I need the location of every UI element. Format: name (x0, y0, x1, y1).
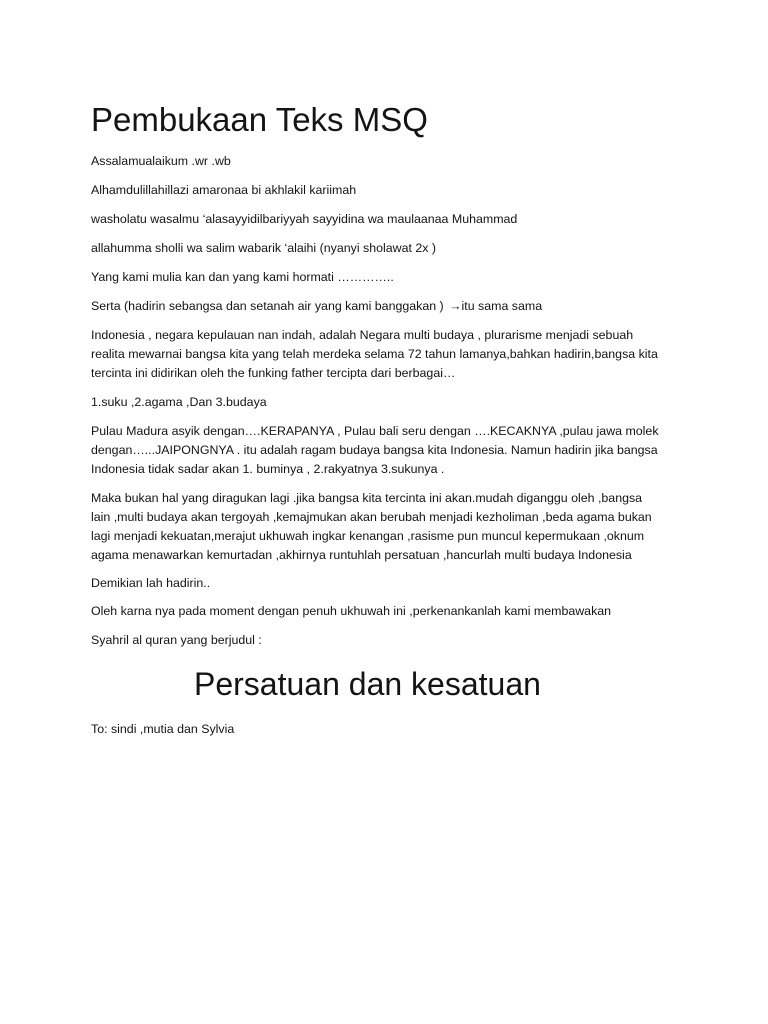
maka-paragraph (91, 489, 691, 565)
indonesia-line-2: realita mewarnai bangsa kita yang telah merdeka selama 72 tahun lamanya,bahkan hadirin,bangsa kita (91, 347, 658, 361)
section-subtitle: Persatuan dan kesatuan (194, 666, 541, 702)
pulau-line-1: Pulau Madura asyik dengan….KERAPANYA , Pulau bali seru dengan ….KECAKNYA ,pulau jawa molek (91, 424, 659, 438)
pulau-line-2: dengan…...JAIPONGNYA . itu adalah ragam budaya bangsa kita Indonesia. Namun hadirin jika bangsa (91, 443, 658, 457)
maka-line-1: Maka bukan hal yang diragukan lagi .jika bangsa kita tercinta ini akan.mudah diganggu oleh ,bangsa (91, 491, 643, 505)
arrow-right-icon: → (449, 299, 462, 313)
maka-line-4: agama menawarkan kemurtadan ,akhirnya runtuhlah persatuan ,hancurlah multi budaya Indonesia (91, 548, 632, 562)
hamdalah-line: Alhamdulillahillazi amaronaa bi akhlakil kariimah (91, 183, 357, 197)
indonesia-line-1: Indonesia , negara kepulauan nan indah, adalah Negara multi budaya , plurarisme menjadi sebuah (91, 328, 634, 342)
allahumma-line: allahumma sholli wa salim wabarik ‘alaihi (nyanyi sholawat 2x ) (91, 241, 437, 255)
oleh-line: Oleh karna nya pada moment dengan penuh ukhuwah ini ,perkenankanlah kami membawakan (91, 604, 612, 618)
hormat-line: Yang kami mulia kan dan yang kami hormati ………….. (91, 270, 394, 284)
salam-line: Assalamualaikum .wr .wb (91, 154, 231, 168)
sholawat-line: washolatu wasalmu ‘alasayyidilbariyyah sayyidina wa maulaanaa Muhammad (91, 212, 518, 226)
document-title: Pembukaan Teks MSQ (91, 101, 428, 138)
demikian-line: Demikian lah hadirin.. (91, 576, 211, 590)
indonesia-line-3: tercinta ini didirikan oleh the funking father tercipta dari berbagai… (91, 366, 456, 380)
serta-text: Serta (hadirin sebangsa dan setanah air yang kami banggakan ) (91, 299, 448, 313)
syahril-line: Syahril al quran yang berjudul : (91, 633, 262, 647)
list-line: 1.suku ,2.agama ,Dan 3.budaya (91, 395, 267, 409)
maka-line-3: lagi menjadi kekuatan,merajut ukhuwah ingkar kenangan ,rasisme pun muncul kepermukaan ,oknum (91, 529, 645, 543)
serta-tail: itu sama sama (461, 299, 543, 313)
maka-line-2: lain ,multi budaya akan tergoyah ,kemajmukan akan berubah menjadi kezholiman ,beda agama bukan (91, 510, 652, 524)
indonesia-paragraph (91, 326, 691, 383)
serta-line (91, 297, 691, 316)
pulau-paragraph (91, 422, 691, 479)
pulau-line-3: Indonesia tidak sadar akan 1. buminya , 2.rakyatnya 3.sukunya . (91, 462, 445, 476)
to-line: To: sindi ,mutia dan Sylvia (91, 722, 235, 736)
